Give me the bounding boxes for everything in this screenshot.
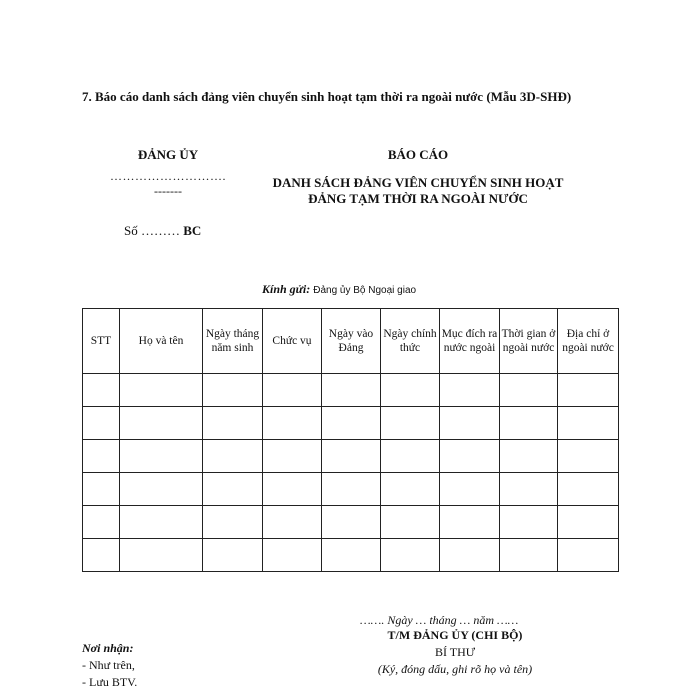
table-cell — [203, 473, 263, 506]
table-cell — [558, 407, 619, 440]
table-cell — [83, 407, 120, 440]
col-header-address: Địa chỉ ở ngoài nước — [558, 309, 619, 374]
table-cell — [440, 506, 500, 539]
document-heading: 7. Báo cáo danh sách đảng viên chuyển sinh hoạt tạm thời ra ngoài nước (Mẫu 3D-SHĐ) — [82, 89, 572, 104]
report-subtitle — [248, 175, 588, 207]
col-header-position: Chức vụ — [263, 309, 322, 374]
table-cell — [500, 539, 558, 572]
table-cell — [120, 374, 203, 407]
table-cell — [500, 407, 558, 440]
table-cell — [558, 539, 619, 572]
table-cell — [263, 440, 322, 473]
table-cell — [558, 473, 619, 506]
document-number-prefix: Số ……… — [124, 223, 184, 238]
table-cell — [322, 407, 381, 440]
table-cell — [203, 374, 263, 407]
receiver-item: - Như trên, — [82, 658, 135, 672]
table-cell — [120, 440, 203, 473]
report-title: BÁO CÁO — [387, 147, 449, 162]
signature-role: BÍ THƯ — [434, 645, 476, 659]
table-cell — [322, 539, 381, 572]
table-header-row — [83, 309, 619, 374]
table-cell — [83, 506, 120, 539]
document-number — [124, 223, 201, 239]
table-cell — [500, 506, 558, 539]
table-cell — [83, 374, 120, 407]
table-cell — [120, 473, 203, 506]
document-number-suffix: BC — [183, 223, 202, 238]
table-row — [83, 407, 619, 440]
col-header-full-name: Họ và tên — [120, 309, 203, 374]
table-cell — [203, 440, 263, 473]
table-cell — [203, 407, 263, 440]
signature-block — [350, 628, 560, 677]
report-subtitle-line2: ĐẢNG TẠM THỜI RA NGOÀI NƯỚC — [308, 191, 528, 206]
table-cell — [203, 539, 263, 572]
table-cell — [381, 407, 440, 440]
table-row — [83, 374, 619, 407]
table-cell — [558, 440, 619, 473]
issuer-separator: ------- — [154, 184, 182, 198]
issuer-block — [88, 147, 248, 199]
table-cell — [263, 539, 322, 572]
table-cell — [203, 506, 263, 539]
col-header-party-join-date: Ngày vào Đảng — [322, 309, 381, 374]
col-header-official-date: Ngày chính thức — [381, 309, 440, 374]
table-cell — [83, 440, 120, 473]
table-row — [83, 440, 619, 473]
table-cell — [120, 407, 203, 440]
table-cell — [500, 374, 558, 407]
table-cell — [558, 374, 619, 407]
table-cell — [381, 506, 440, 539]
issuer-name: ĐẢNG ỦY — [137, 147, 199, 162]
col-header-birth-date: Ngày tháng năm sinh — [203, 309, 263, 374]
signature-title: T/M ĐẢNG ỦY (CHI BỘ) — [387, 628, 523, 642]
receivers-label: Nơi nhận: — [82, 641, 134, 655]
table-cell — [440, 407, 500, 440]
table-cell — [440, 440, 500, 473]
recipient-line — [262, 282, 416, 297]
table-cell — [322, 473, 381, 506]
table-cell — [440, 374, 500, 407]
signature-date-line: ……. Ngày … tháng … năm …… — [360, 613, 519, 627]
table-cell — [322, 506, 381, 539]
table-cell — [322, 440, 381, 473]
receiver-item: - Lưu BTV. — [82, 675, 138, 689]
recipient-label: Kính gửi: — [262, 282, 311, 296]
table-cell — [381, 374, 440, 407]
table-cell — [263, 473, 322, 506]
table-row — [83, 506, 619, 539]
table-cell — [83, 539, 120, 572]
table-cell — [381, 473, 440, 506]
table-cell — [263, 407, 322, 440]
table-cell — [322, 374, 381, 407]
col-header-duration: Thời gian ở ngoài nước — [500, 309, 558, 374]
table-cell — [263, 506, 322, 539]
table-cell — [558, 506, 619, 539]
table-cell — [500, 473, 558, 506]
issuer-dots-line: ………………………. — [110, 169, 226, 183]
table-cell — [120, 539, 203, 572]
col-header-stt: STT — [83, 309, 120, 374]
table-cell — [440, 473, 500, 506]
table-cell — [83, 473, 120, 506]
table-cell — [381, 440, 440, 473]
report-subtitle-line1: DANH SÁCH ĐẢNG VIÊN CHUYỂN SINH HOẠT — [272, 175, 564, 190]
table-cell — [263, 374, 322, 407]
table-cell — [381, 539, 440, 572]
receivers-block — [82, 640, 137, 691]
table-row — [83, 473, 619, 506]
report-title-block — [248, 147, 588, 207]
table-cell — [120, 506, 203, 539]
table-row — [83, 539, 619, 572]
recipient-value: Đảng ủy Bộ Ngoại giao — [313, 285, 417, 296]
table-cell — [500, 440, 558, 473]
table-cell — [440, 539, 500, 572]
col-header-purpose: Mục đích ra nước ngoài — [440, 309, 500, 374]
signature-note: (Ký, đóng dấu, ghi rõ họ và tên) — [377, 662, 533, 676]
member-list-table — [82, 308, 619, 572]
